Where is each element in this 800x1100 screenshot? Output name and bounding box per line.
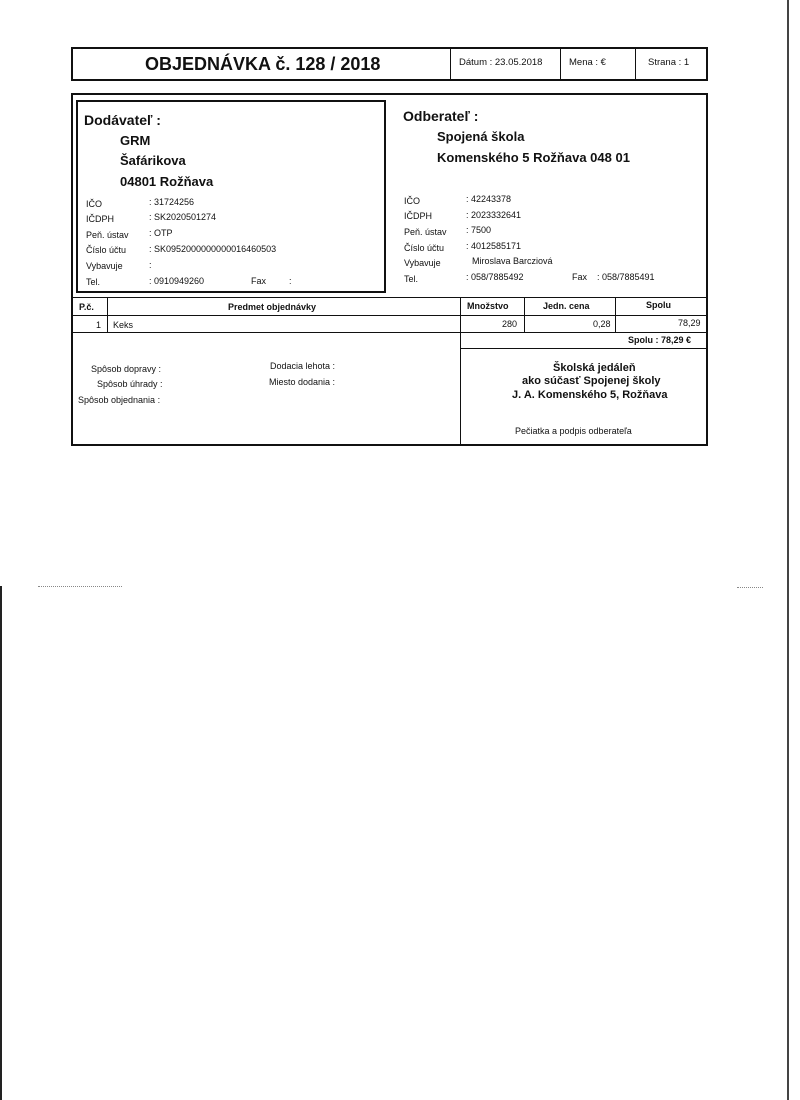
customer-tel-label: Tel. [404,274,419,284]
row-unit-price: 0,28 [593,319,611,329]
supplier-bank-label: Peň. ústav [86,230,129,240]
supplier-tel-label: Tel. [86,277,101,287]
customer-account-value: : 4012585171 [466,241,522,251]
scan-artifact-line [737,587,763,588]
supplier-icdph-value: : SK2020501274 [149,212,217,222]
scan-artifact-line [38,586,122,587]
supplier-account-label: Číslo účtu [86,245,127,255]
customer-name: Spojená škola [437,129,525,144]
transport-label: Spôsob dopravy : [91,364,162,374]
col-header-total: Spolu [646,300,671,310]
supplier-fax-value: : [289,276,292,286]
col-header-unit-price: Jedn. cena [543,301,590,311]
payment-label: Spôsob úhrady : [97,379,163,389]
customer-icdph-label: IČDPH [404,211,433,221]
customer-handler-label: Vybavuje [404,258,441,268]
customer-heading: Odberateľ : [403,108,479,124]
supplier-account-value: : SK0952000000000016460503 [149,244,277,254]
order-title: OBJEDNÁVKA č. 128 / 2018 [145,54,381,74]
scan-edge [0,586,2,1100]
customer-bank-label: Peň. ústav [404,227,447,237]
supplier-ico-label: IČO [86,199,103,209]
order-date: Dátum : 23.05.2018 [459,57,543,68]
customer-address: Komenského 5 Rožňava 048 01 [437,150,630,165]
order-currency: Mena : € [569,57,606,68]
ordering-label: Spôsob objednania : [78,395,161,405]
customer-tel-value: : 058/7885492 [466,272,524,282]
stamp-line1: Školská jedáleň [553,362,636,374]
supplier-icdph-label: IČDPH [86,214,115,224]
customer-bank-value: : 7500 [466,225,492,235]
scan-edge [787,0,789,1100]
row-total: 78,29 [678,318,701,328]
supplier-bank-value: : OTP [149,228,173,238]
row-qty: 280 [502,319,518,329]
supplier-handler-label: Vybavuje [86,261,123,271]
table-sum: Spolu : 78,29 € [628,335,692,345]
supplier-handler-value: : [149,260,152,270]
row-no: 1 [96,320,102,330]
supplier-street: Šafárikova [120,153,186,168]
signature-label: Pečiatka a podpis odberateľa [515,426,632,436]
delivery-place-label: Miesto dodania : [269,377,336,387]
col-header-qty: Množstvo [467,301,509,311]
supplier-ico-value: : 31724256 [149,197,195,207]
customer-handler-value: Miroslava Barcziová [472,256,553,266]
col-header-no: P.č. [79,302,94,312]
supplier-name: GRM [120,133,151,148]
stamp-line3: J. A. Komenského 5, Rožňava [512,389,668,401]
supplier-heading: Dodávateľ : [84,112,161,128]
customer-ico-value: : 42243378 [466,194,512,204]
stamp-line2: ako súčasť Spojenej školy [522,375,661,387]
customer-ico-label: IČO [404,196,421,206]
customer-fax-label: Fax [572,272,588,282]
order-page: Strana : 1 [648,57,690,68]
col-header-subject: Predmet objednávky [228,302,317,312]
row-subject: Keks [113,320,134,330]
customer-account-label: Číslo účtu [404,243,445,253]
supplier-tel-value: : 0910949260 [149,276,205,286]
delivery-time-label: Dodacia lehota : [270,361,336,371]
customer-fax-value: : 058/7885491 [597,272,655,282]
supplier-fax-label: Fax [251,276,267,286]
supplier-city: 04801 Rožňava [120,174,214,189]
customer-icdph-value: : 2023332641 [466,210,522,220]
